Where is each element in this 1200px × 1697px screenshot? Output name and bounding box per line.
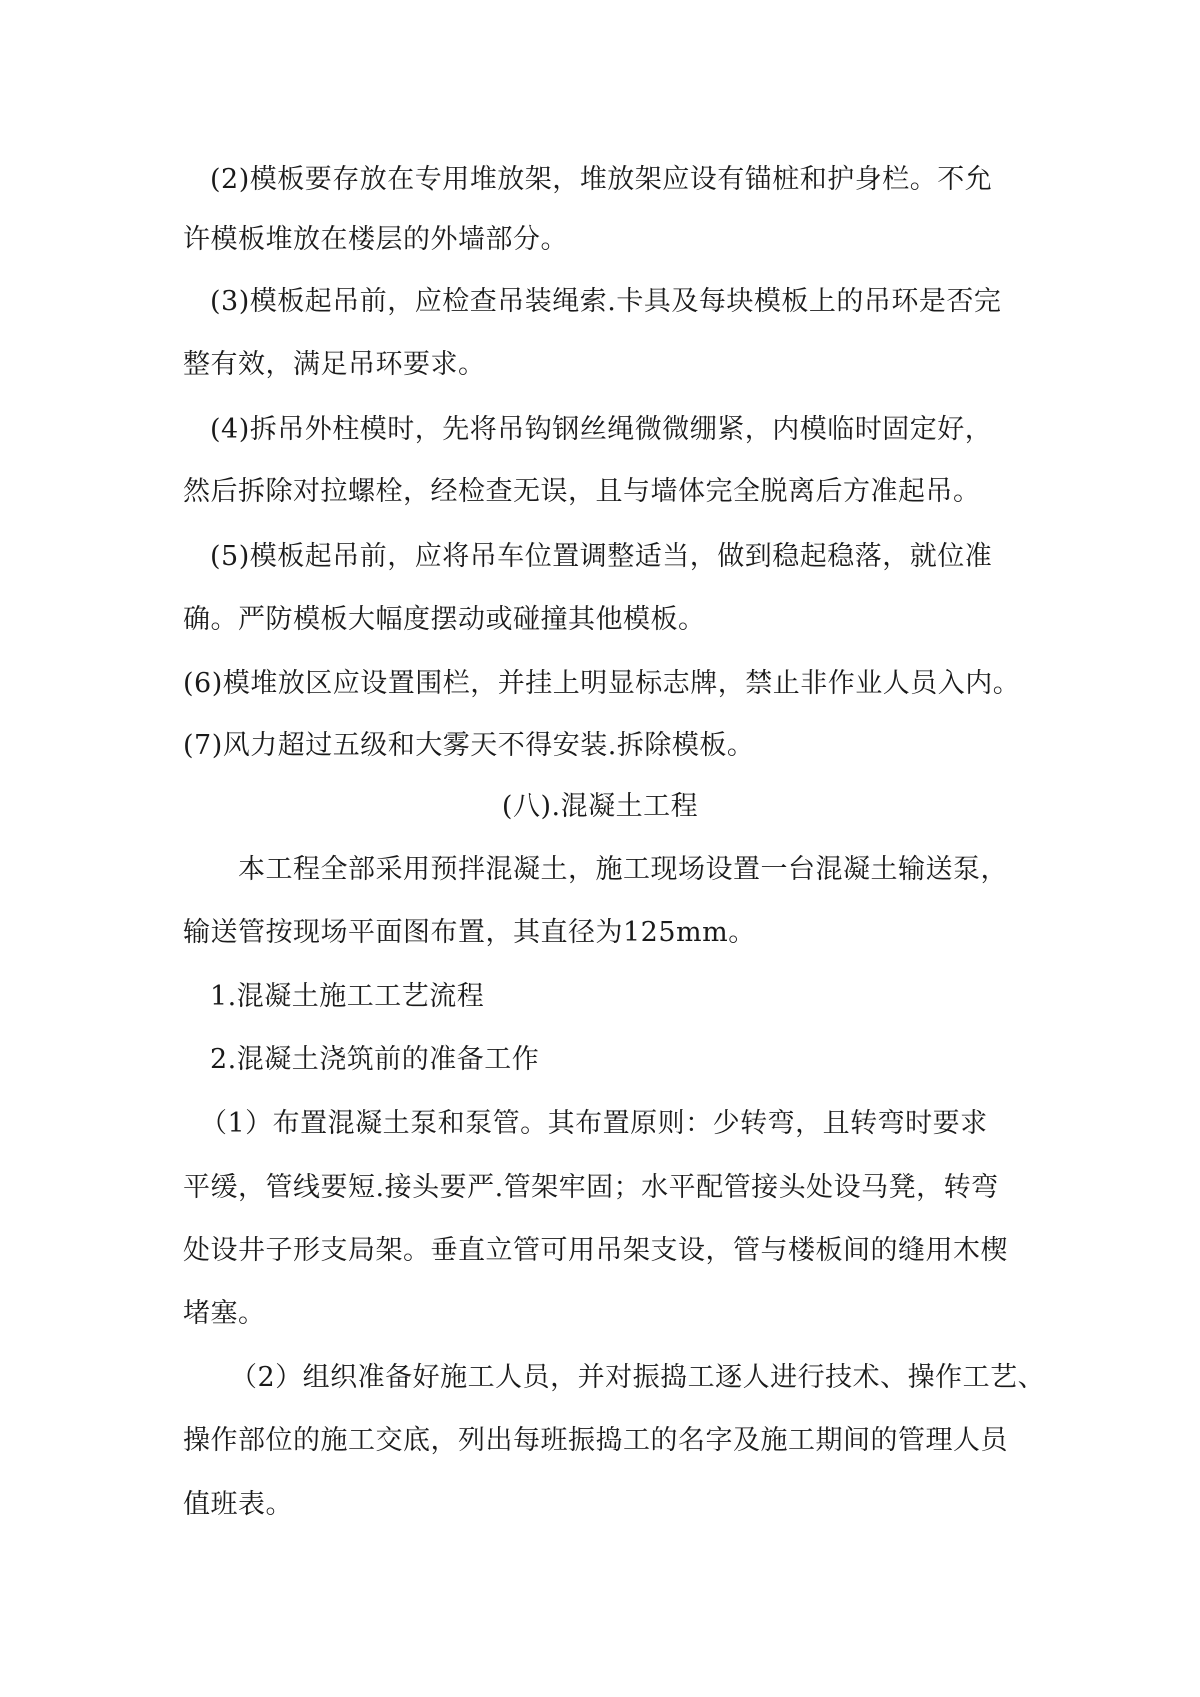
paragraph-2-line-1: (2)模板要存放在专用堆放架，堆放架应设有锚桩和护身栏。不允 (210, 164, 993, 195)
paragraph-4-line-2: 然后拆除对拉螺栓，经检查无误，且与墙体完全脱离后方准起吊。 (183, 476, 981, 507)
subitem-1-line-1: （1）布置混凝土泵和泵管。其布置原则：少转弯，且转弯时要求 (200, 1108, 988, 1139)
paragraph-2-line-2: 许模板堆放在楼层的外墙部分。 (183, 224, 568, 255)
paragraph-3-line-1: (3)模板起吊前，应检查吊装绳索.卡具及每块模板上的吊环是否完 (210, 286, 1002, 317)
item-1-heading: 1.混凝土施工工艺流程 (210, 981, 485, 1012)
paragraph-5-line-1: (5)模板起吊前，应将吊车位置调整适当，做到稳起稳落，就位准 (210, 541, 993, 572)
paragraph-3-line-2: 整有效，满足吊环要求。 (183, 349, 486, 380)
subitem-1-line-4: 堵塞。 (183, 1298, 266, 1329)
subitem-2-line-3: 值班表。 (183, 1489, 293, 1520)
paragraph-4-line-1: (4)拆吊外柱模时，先将吊钩钢丝绳微微绷紧，内模临时固定好， (210, 414, 993, 445)
paragraph-7: (7)风力超过五级和大雾天不得安装.拆除模板。 (183, 730, 755, 761)
intro-line-2: 输送管按现场平面图布置，其直径为125mm。 (183, 917, 756, 948)
subitem-1-line-2: 平缓，管线要短.接头要严.管架牢固；水平配管接头处设马凳，转弯 (183, 1172, 999, 1203)
item-2-heading: 2.混凝土浇筑前的准备工作 (210, 1044, 540, 1075)
intro-line-1: 本工程全部采用预拌混凝土，施工现场设置一台混凝土输送泵， (238, 854, 1008, 885)
subitem-2-line-1: （2）组织准备好施工人员，并对振捣工逐人进行技术、操作工艺、 (230, 1362, 1046, 1393)
subitem-2-line-2: 操作部位的施工交底，列出每班振捣工的名字及施工期间的管理人员 (183, 1425, 1008, 1456)
paragraph-5-line-2: 确。严防模板大幅度摆动或碰撞其他模板。 (183, 604, 706, 635)
section-heading: (八).混凝土工程 (501, 791, 699, 822)
paragraph-6: (6)模堆放区应设置围栏，并挂上明显标志牌，禁止非作业人员入内。 (183, 668, 1021, 699)
subitem-1-line-3: 处设井子形支局架。垂直立管可用吊架支设，管与楼板间的缝用木楔 (183, 1235, 1008, 1266)
